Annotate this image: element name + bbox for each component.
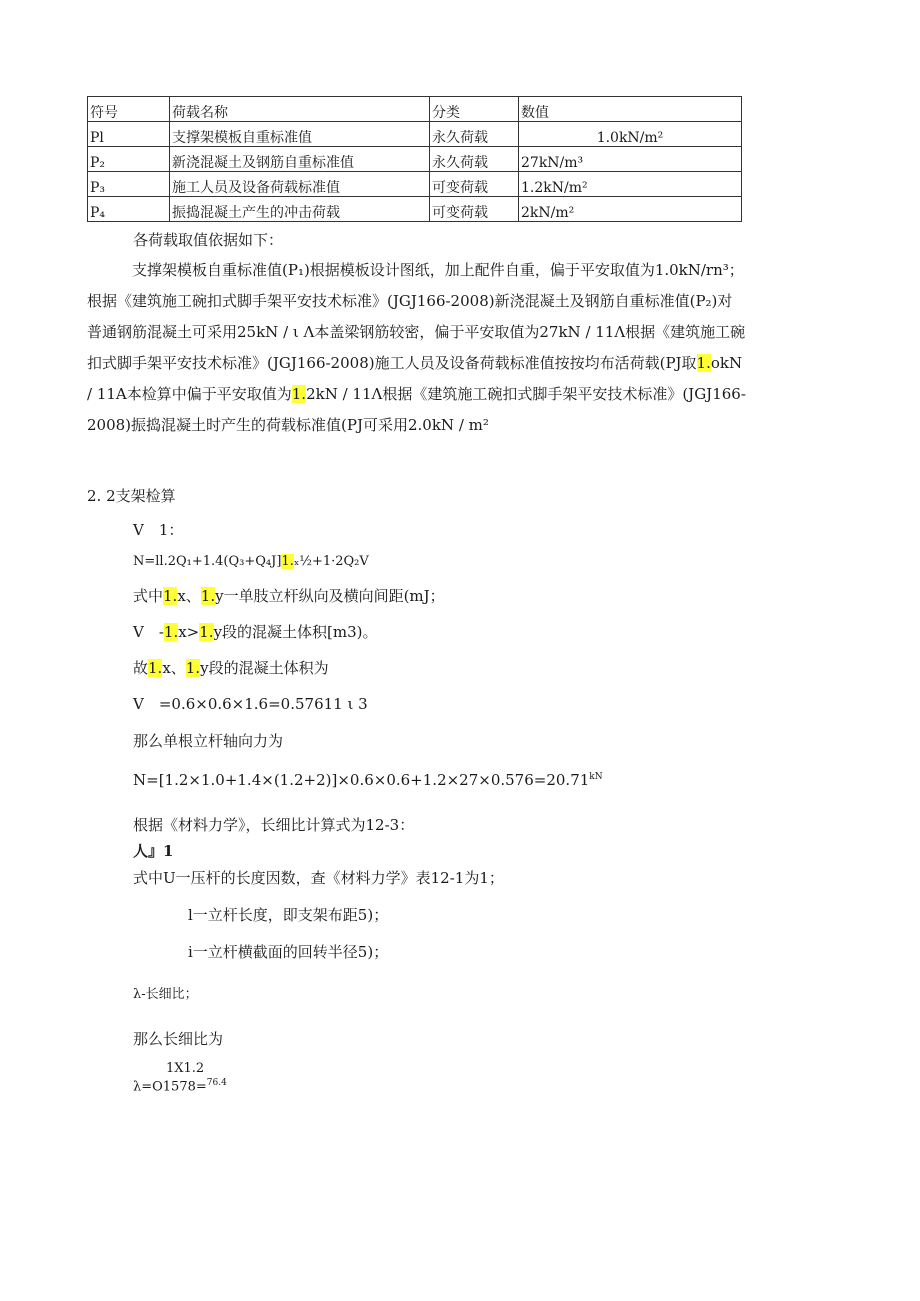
highlight: 1.	[199, 623, 214, 641]
highlight: 1.	[291, 385, 307, 403]
table-cell: 振捣混凝土产生的冲击荷载	[170, 197, 430, 222]
ratio-intro: 那么长细比为	[133, 1030, 224, 1048]
n-formula	[133, 554, 369, 569]
lambda-line: 人』1	[133, 842, 174, 860]
table-cell: P₂	[88, 147, 170, 172]
table-row	[88, 197, 742, 222]
text: x>	[178, 623, 200, 641]
lambda-definition: λ-长细比；	[133, 987, 198, 1002]
result: 76.4	[206, 1078, 227, 1088]
basis-text: 2kN / 11Λ根据《建筑施工碗扣式脚手架平安技术标准》(JGJ166-2008)振捣混凝土时产生的荷载标准值(PJ可采用2.0kN / m²	[87, 385, 746, 434]
highlight: 1.	[696, 354, 711, 372]
basis-intro: 各荷载取值依据如下：	[133, 231, 284, 249]
text: x、	[177, 587, 201, 605]
text: N=[1.2×1.0+1.4×(1.2+2)]×0.6×0.6+1.2×27×0.576=20.71	[133, 771, 590, 789]
n-value-line	[133, 771, 603, 789]
table-cell: 永久荷载	[430, 122, 519, 147]
text: V -	[133, 623, 164, 641]
table-cell: 施工人员及设备荷载标准值	[170, 172, 430, 197]
l-definition: l一立杆长度，即支架布距5)；	[188, 906, 389, 924]
so-line	[133, 657, 329, 678]
table-cell: 1.0kN/m²	[519, 122, 742, 147]
unit: kN	[589, 772, 603, 782]
text: 式中	[133, 587, 164, 605]
highlight: 1.	[200, 587, 216, 605]
table-header-cell: 分类	[430, 97, 519, 122]
table-header-row	[88, 97, 742, 122]
highlight: 1.	[163, 623, 179, 641]
table-cell: 支撑架模板自重标准值	[170, 122, 430, 147]
text: λ=O1578=	[133, 1079, 207, 1095]
table-cell: 27kN/m³	[519, 147, 742, 172]
text: y段的混凝土体积[m3)。	[213, 623, 378, 641]
table-cell: 1.2kN/m²	[519, 172, 742, 197]
highlight: 1.	[148, 659, 163, 677]
fraction-numerator: 1X1.2	[166, 1061, 205, 1076]
formula-text: N=ll.2Q₁+1.4(Q₃+Q₄J]	[133, 554, 282, 569]
highlight: 1.	[281, 554, 294, 569]
section-heading: 2. 2支架检算	[87, 487, 176, 505]
highlight: 1.	[185, 659, 201, 677]
text: y一单肢立杆纵向及横向间距(mJ；	[215, 587, 445, 605]
table-header-cell: 荷载名称	[170, 97, 430, 122]
slender-intro: 根据《材料力学》，长细比计算式为12-3：	[133, 816, 415, 834]
text: x、	[162, 659, 186, 677]
axial-intro: 那么单根立杆轴向力为	[133, 732, 284, 750]
basis-paragraph	[87, 255, 747, 441]
formula-text: ₓ½+1·2Q₂V	[293, 554, 369, 569]
text: y段的混凝土体积为	[200, 659, 329, 677]
load-table	[87, 96, 742, 222]
table-row	[88, 147, 742, 172]
table-cell: P₃	[88, 172, 170, 197]
table-cell: 2kN/m²	[519, 197, 742, 222]
table-cell: 可变荷载	[430, 172, 519, 197]
v-value-line: V =0.6×0.6×1.6=0.57611 ι 3	[133, 695, 368, 713]
basis-text: 支撑架模板自重标准值(P₁)根据模板设计图纸，加上配件自重，偏于平安取值为1.0kN/rn³；根据《建筑施工碗扣式脚手架平安技术标准》(JGJ166-2008)新浇混凝土及钢筋自重标准值(P₂)对普通钢筋混凝土可采用25kN / ι Λ本盖梁钢筋较密，偏于平安取值为27kN / 11Λ根据《建筑施工碗扣式脚手架平安技术标准》(JGJ166-2008)施工人员及设备荷载标准值按按均布活荷载(PJ取	[87, 261, 746, 372]
v1-line: V 1：	[133, 521, 184, 539]
table-header-cell: 符号	[88, 97, 170, 122]
i-definition: i一立杆横截面的回转半径5)；	[188, 943, 389, 961]
table-cell: Pl	[88, 122, 170, 147]
highlight: 1.	[163, 587, 178, 605]
table-header-cell: 数值	[519, 97, 742, 122]
table-cell: P₄	[88, 197, 170, 222]
mu-definition: 式中U一压杆的长度因数，查《材料力学》表12-1为1；	[133, 869, 504, 887]
v-def-line	[133, 621, 378, 642]
table-cell: 永久荷载	[430, 147, 519, 172]
table-cell: 可变荷载	[430, 197, 519, 222]
table-row	[88, 172, 742, 197]
text: 故	[133, 659, 149, 677]
where-line	[133, 585, 445, 606]
fraction-denominator	[133, 1078, 227, 1094]
table-row	[88, 122, 742, 147]
basis-text: okN / 11A本检算中偏于平安取值为	[87, 354, 743, 403]
table-cell: 新浇混凝土及钢筋自重标准值	[170, 147, 430, 172]
